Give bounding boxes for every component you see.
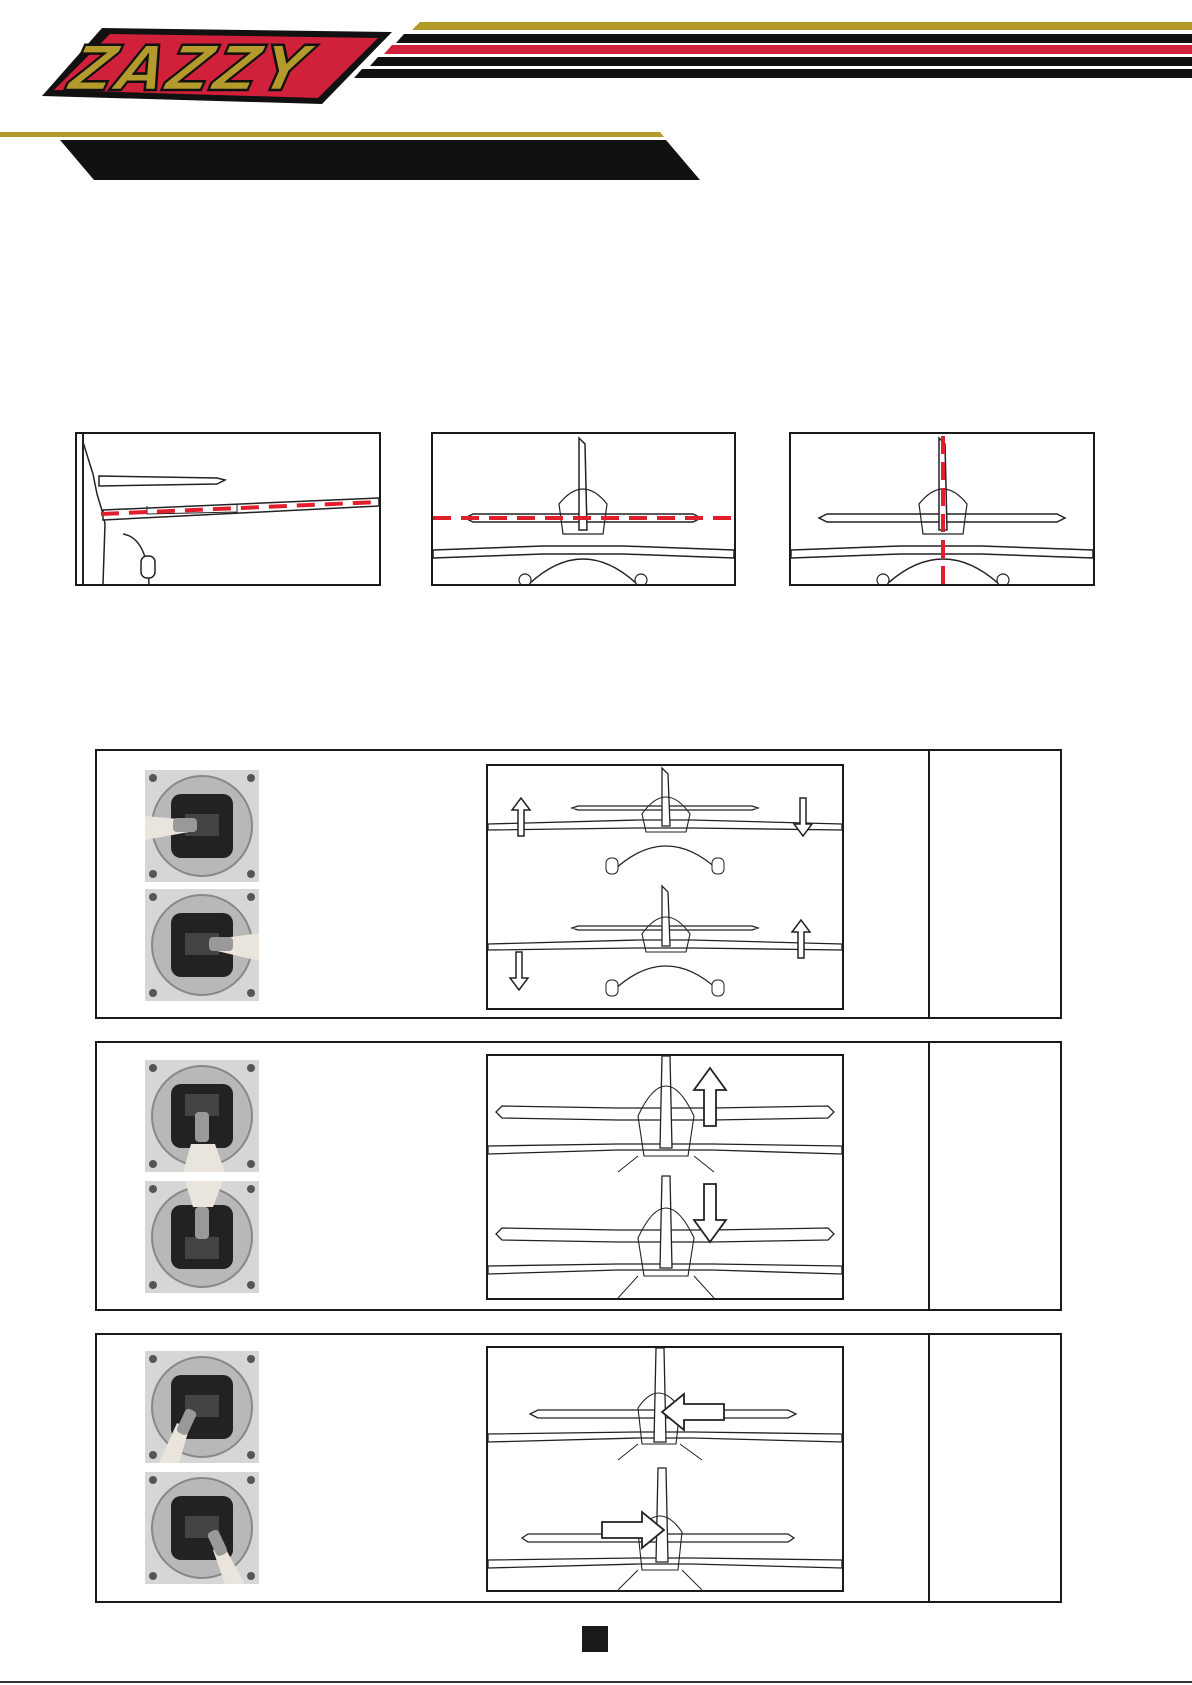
rudder-diagram [486,1346,844,1592]
stick-up-photo [145,1181,259,1293]
stick-right-photo [145,889,259,1001]
panel-divider [928,751,930,1017]
transmitter-stick-icon [145,1472,259,1584]
transmitter-stick-icon [145,1060,259,1172]
section-title [120,146,620,174]
rudder-deflection-icon [488,1348,842,1590]
stick-right-photo [145,1472,259,1584]
aircraft-front-view-icon [791,434,1093,584]
transmitter-stick-icon [145,770,259,882]
aileron-deflection-icon [488,766,842,1008]
stick-left-photo [145,1351,259,1463]
elevator-panel [95,1041,1062,1311]
stick-left-photo [145,770,259,882]
arrow-down-icon [794,798,812,836]
aircraft-front-view-icon [433,434,734,584]
arrow-down-icon [510,952,528,990]
panel-divider [928,1043,930,1309]
elevator-deflection-icon [488,1056,842,1298]
footer-rule [0,1681,1192,1683]
front-view-vertical-figure [789,432,1095,586]
front-view-horizontal-figure [431,432,736,586]
transmitter-stick-icon [145,889,259,1001]
aileron-diagram [486,764,844,1010]
zazzy-logo [22,18,392,110]
aircraft-side-view-icon [77,434,379,584]
aileron-panel [95,749,1062,1019]
elevator-diagram [486,1054,844,1300]
page-number [582,1626,608,1652]
arrow-left-icon [662,1394,724,1430]
transmitter-stick-icon [145,1351,259,1463]
zazzy-logo-text: ZAZZY [62,32,318,105]
arrow-up-icon [512,798,530,836]
transmitter-stick-icon [145,1181,259,1293]
stick-down-photo [145,1060,259,1172]
arrow-up-icon [792,920,810,958]
panel-divider [928,1335,930,1601]
side-view-figure [75,432,381,586]
rudder-panel [95,1333,1062,1603]
